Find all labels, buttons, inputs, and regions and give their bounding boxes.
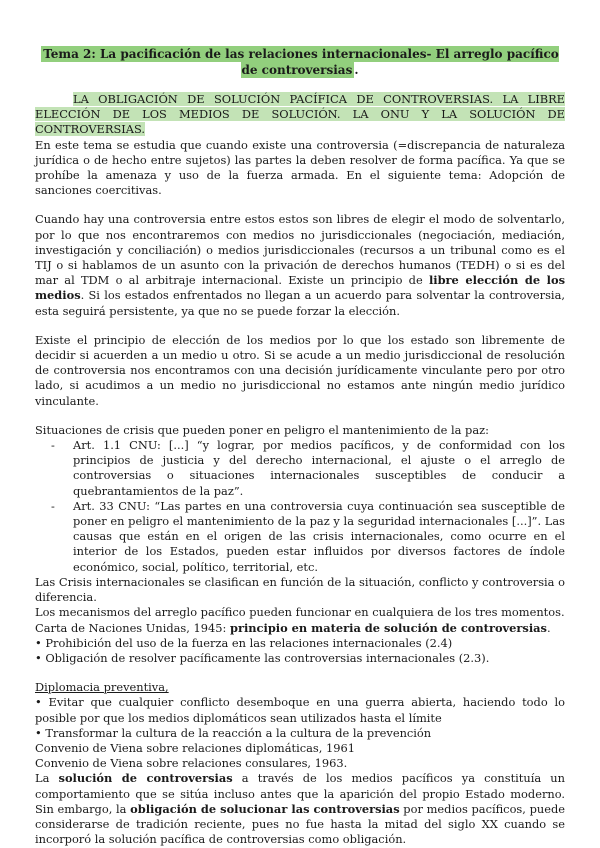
final-text-2: a través de los medios pacíficos ya constituía un comportamiento que se sitúa incluso antes que la aparición del propio Estado moderno. Sin embargo, la <box>35 771 565 816</box>
means-text-1: Cuando hay una controversia entre estos estos son libres de elegir el modo de solventarlo, por lo que nos encontraremos con medios no jurisdiccionales (negociación, mediación, investigación y conciliación) o medios jurisdiccionales (recursos a un tribunal como es el TIJ o si hablamos de un asunto con la privación de derechos humanos (TEDH) o si es del mar al TDM o al arbitraje internacional. Existe un principio de <box>35 212 565 288</box>
means-paragraph <box>35 212 565 318</box>
carta-period: . <box>546 620 551 635</box>
document-title <box>35 46 565 78</box>
final-bold-1: solución de controversias <box>58 771 233 786</box>
articles-list <box>35 438 565 575</box>
carta-line <box>35 621 565 636</box>
carta-bullet: • Prohibición del uso de la fuerza en las relaciones internacionales (2.4) <box>35 635 453 650</box>
diplomacia-bullet: • Evitar que cualquier conflicto desemboque en una guerra abierta, haciendo todo lo posible por que los medios diplomáticos sean utilizados hasta el límite <box>35 695 565 725</box>
election-paragraph: Existe el principio de elección de los medios por lo que los estado son libremente de decidir si acuerden a un medio u otro. Si se acude a un medio jurisdiccional de resolución de controversia nos encontramos con una decisión jurídicamente vinculante pero por otro lado, si acudimos a un medio no jurisdiccional no estamos ante ningún medio jurídico vinculante. <box>35 332 565 408</box>
section-heading-text: LA OBLIGACIÓN DE SOLUCIÓN PACÍFICA DE CONTROVERSIAS. LA LIBRE ELECCIÓN DE LOS MEDIOS DE SOLUCIÓN. LA ONU Y LA SOLUCIÓN DE CONTROVERSIAS. <box>35 92 565 137</box>
crisis-intro: Situaciones de crisis que pueden poner en peligro el mantenimiento de la paz: <box>35 422 489 437</box>
final-paragraph <box>35 771 565 847</box>
section-heading <box>35 92 565 138</box>
convenio-line: Convenio de Viena sobre relaciones diplomáticas, 1961 <box>35 740 355 755</box>
final-text-3: por medios pacíficos, puede considerarse de tradición reciente, pues no fue hasta la mitad del siglo XX cuando se incorporó la solución pacífica de controversias como obligación. <box>35 801 565 847</box>
carta-bullet: • Obligación de resolver pacíficamente las controversias internacionales (2.3). <box>35 650 490 665</box>
document-page <box>35 46 565 847</box>
list-item: - Art. 1.1 CNU: [...] “y lograr, por medios pacíficos, y de conformidad con los principios de justicia y del derecho internacional, el ajuste o el arreglo de controversias o situaciones internacionales susceptibles de conducir a quebrantamientos de la paz”. <box>73 438 565 499</box>
diplomacia-bullet: • Transformar la cultura de la reacción a la cultura de la prevención <box>35 725 432 740</box>
final-text-1: La <box>35 771 59 786</box>
diplomacia-heading: Diplomacia preventiva, <box>35 680 169 695</box>
title-period: . <box>354 63 359 77</box>
carta-text: Carta de Naciones Unidas, 1945: <box>35 620 230 635</box>
intro-paragraph: En este tema se estudia que cuando existe una controversia (=discrepancia de naturaleza jurídica o de hecho entre sujetos) las partes la deben resolver de forma pacífica. Ya que se prohíbe la amenaza y uso de la fuerza armada. En el siguiente tema: Adopción de sanciones coercitivas. <box>35 137 565 198</box>
means-bold: libre elección de los medios <box>35 273 565 303</box>
means-text-2: . Si los estados enfrentados no llegan a un acuerdo para solventar la controversia, esta seguirá persistente, ya que no se puede forzar la elección. <box>35 288 565 318</box>
mechanisms-line: Los mecanismos del arreglo pacífico pueden funcionar en cualquiera de los tres momentos. <box>35 605 565 620</box>
convenio-line: Convenio de Viena sobre relaciones consulares, 1963. <box>35 756 348 771</box>
title-highlight: Tema 2: La pacificación de las relaciones internacionales- El arreglo pacífico de controversias <box>43 47 559 77</box>
list-item: - Art. 33 CNU: “Las partes en una controversia cuya continuación sea susceptible de poner en peligro el mantenimiento de la paz y la seguridad internacionales [...]”. Las causas que están en el origen de las crisis internacionales, como ocurre en el interior de los Estados, pueden estar influidos por diversos factores de índole económico, social, político, territorial, etc. <box>73 499 565 575</box>
crisis-classify: Las Crisis internacionales se clasifican en función de la situación, conflicto y controversia o diferencia. <box>35 574 565 605</box>
carta-bold: principio en materia de solución de controversias <box>229 620 547 635</box>
final-bold-2: obligación de solucionar las controversias <box>130 801 400 816</box>
